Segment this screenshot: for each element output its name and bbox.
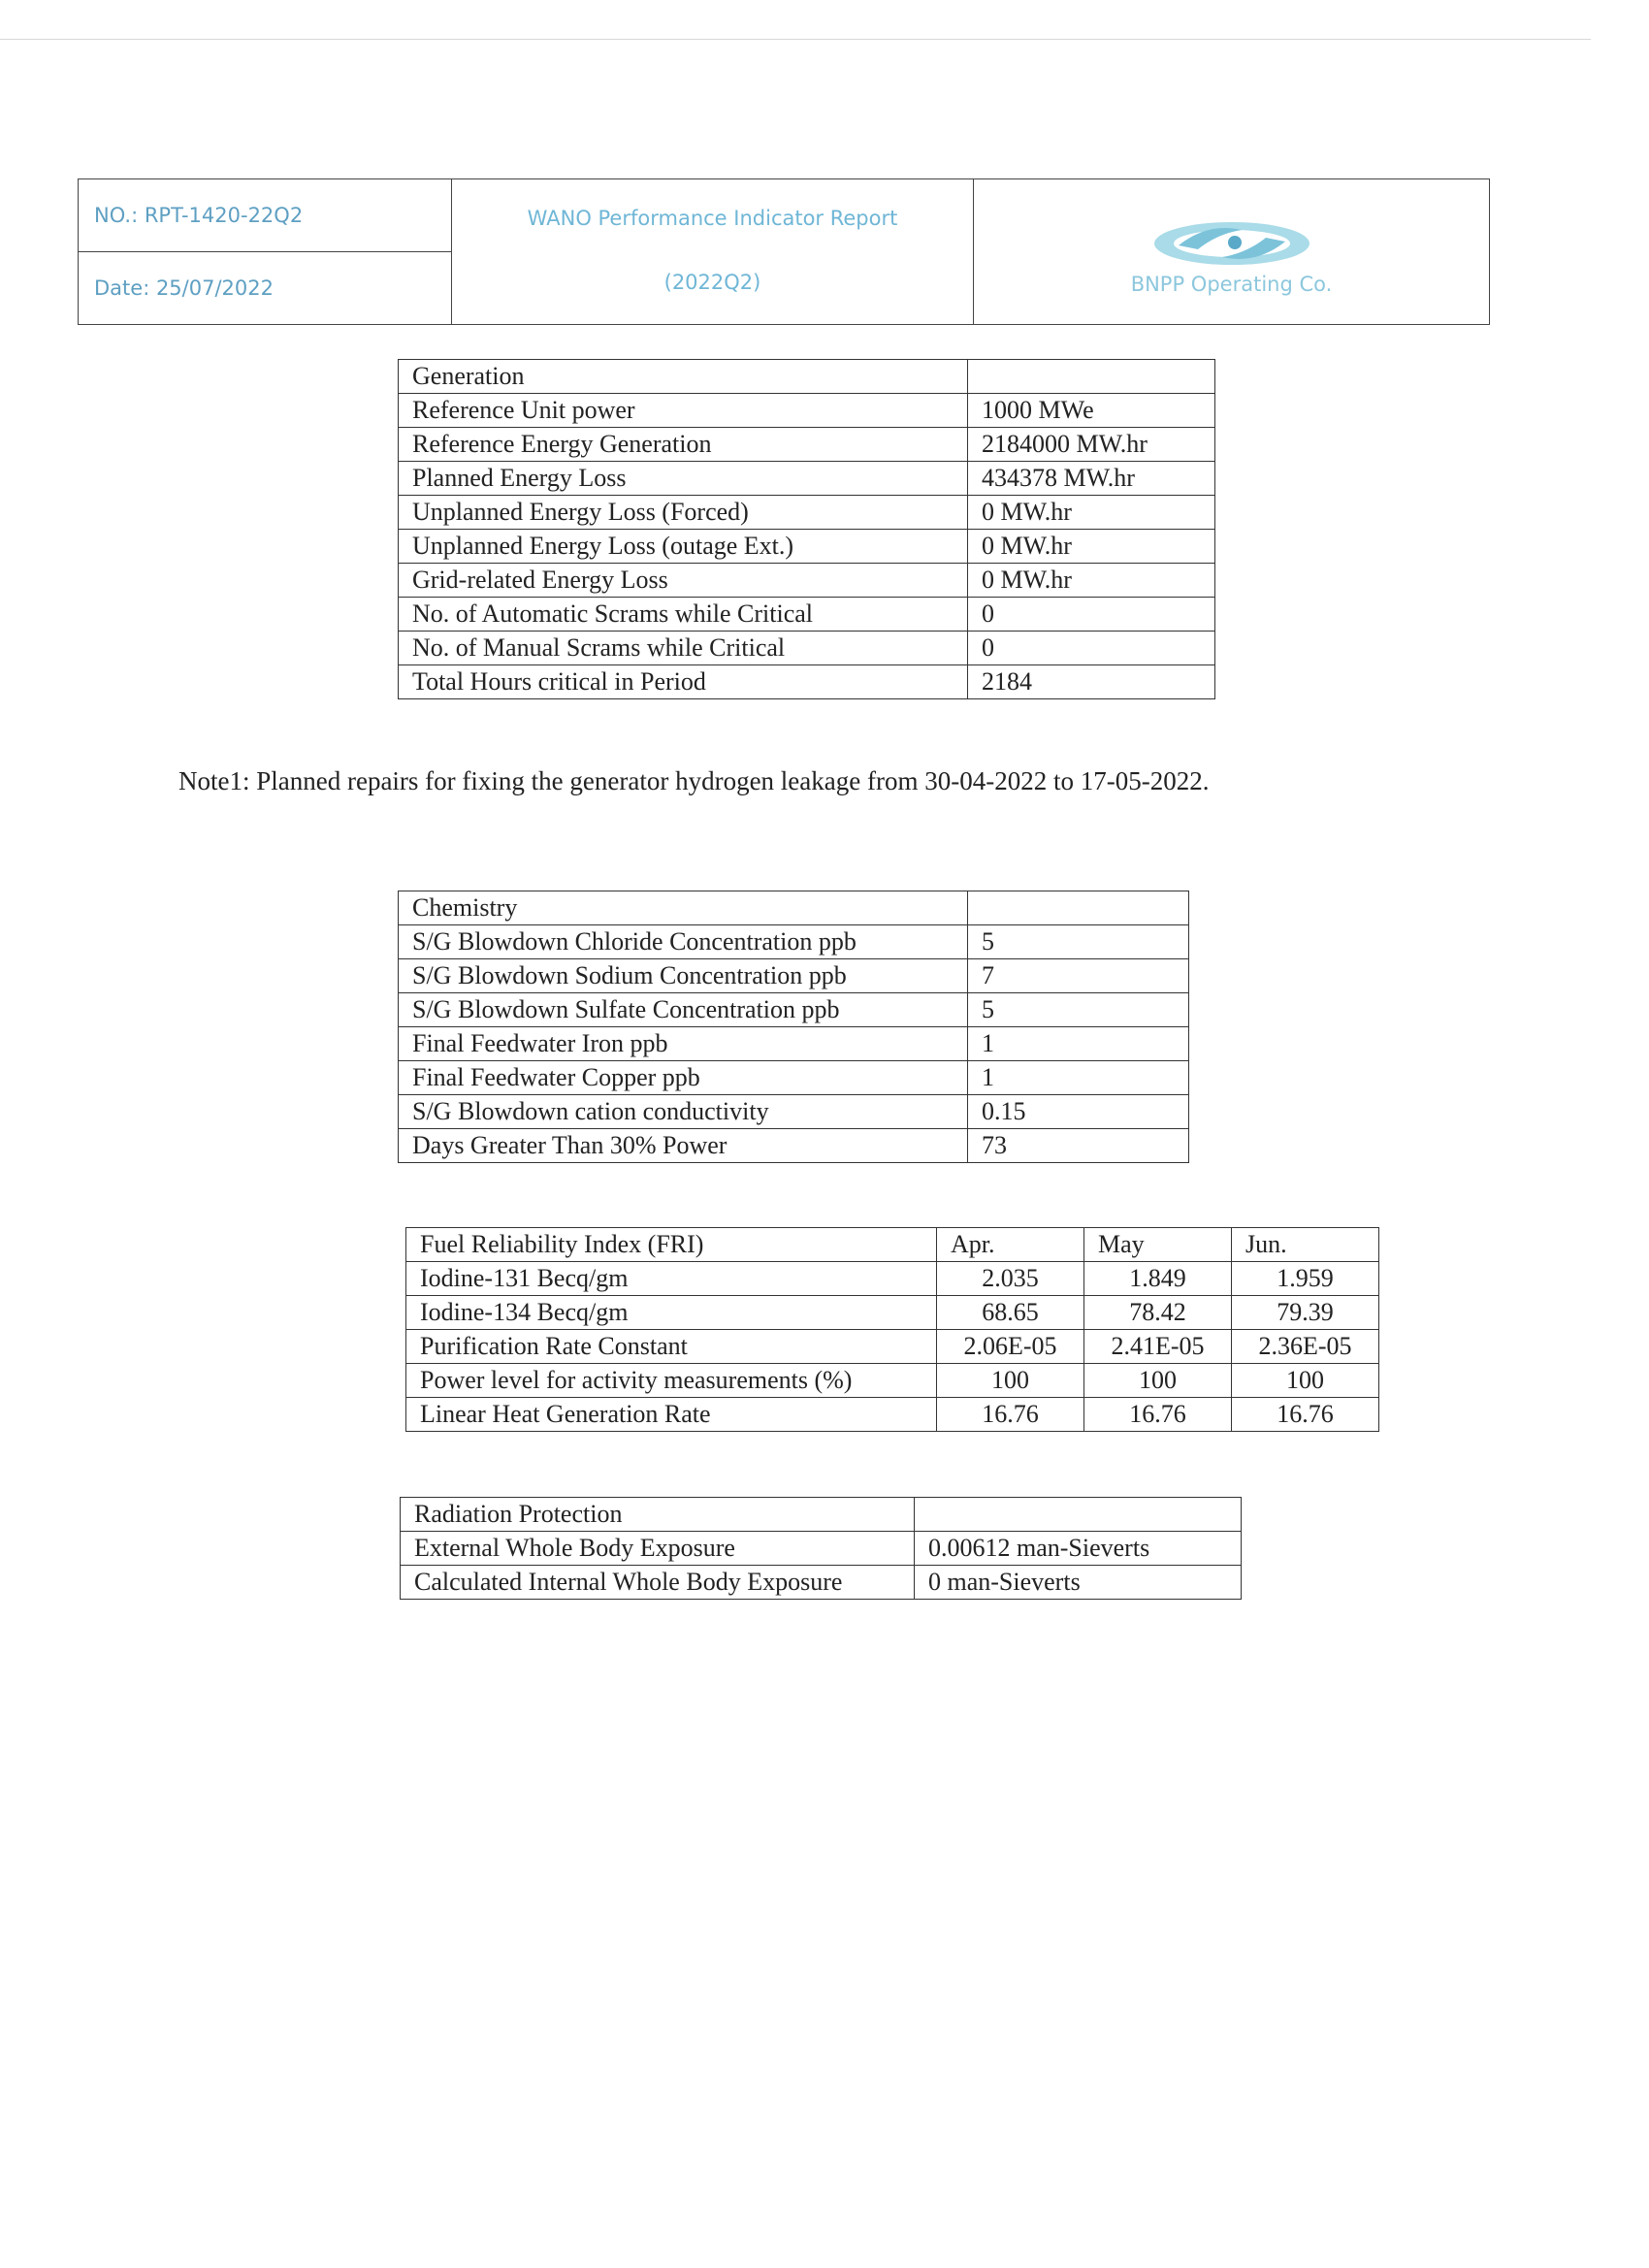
report-header (78, 178, 1490, 325)
table-row (399, 1061, 1189, 1095)
table-row (399, 564, 1215, 598)
table-row (399, 891, 1189, 925)
report-period: (2022Q2) (663, 270, 761, 294)
report-title: WANO Performance Indicator Report (527, 206, 898, 230)
row-value: 2.035 (937, 1262, 1084, 1296)
row-label: S/G Blowdown Sulfate Concentration ppb (399, 993, 968, 1027)
table-row (399, 1095, 1189, 1129)
table-row (399, 632, 1215, 665)
table-row (399, 496, 1215, 530)
chemistry-table (398, 891, 1189, 1163)
row-label: Final Feedwater Copper ppb (399, 1061, 968, 1095)
table-row (401, 1498, 1242, 1532)
row-label: Iodine-131 Becq/gm (406, 1262, 937, 1296)
radiation-title: Radiation Protection (401, 1498, 915, 1532)
fri-header-month: Jun. (1232, 1228, 1379, 1262)
row-value: 0.15 (968, 1095, 1189, 1129)
row-value: 79.39 (1232, 1296, 1379, 1330)
row-value: 0 (968, 632, 1215, 665)
row-value: 2184000 MW.hr (968, 428, 1215, 462)
table-row (399, 993, 1189, 1027)
table-row (401, 1532, 1242, 1566)
table-header-row (406, 1228, 1379, 1262)
row-label: Grid-related Energy Loss (399, 564, 968, 598)
table-row (399, 462, 1215, 496)
row-value: 2.36E-05 (1232, 1330, 1379, 1364)
row-value: 1.849 (1084, 1262, 1232, 1296)
table-row (399, 360, 1215, 394)
row-label: Unplanned Energy Loss (Forced) (399, 496, 968, 530)
table-row (406, 1296, 1379, 1330)
generation-table (398, 359, 1215, 699)
fuel-reliability-table (405, 1227, 1379, 1432)
company-cell (974, 179, 1490, 325)
table-row (399, 428, 1215, 462)
row-value: 1.959 (1232, 1262, 1379, 1296)
table-row (399, 1027, 1189, 1061)
table-row (399, 394, 1215, 428)
table-row (406, 1262, 1379, 1296)
row-value: 1 (968, 1061, 1189, 1095)
row-value: 16.76 (1232, 1398, 1379, 1432)
row-value: 68.65 (937, 1296, 1084, 1330)
row-value: 100 (1232, 1364, 1379, 1398)
radiation-protection-table (400, 1497, 1242, 1600)
table-cell (968, 891, 1189, 925)
row-label: Days Greater Than 30% Power (399, 1129, 968, 1163)
row-value: 0 (968, 598, 1215, 632)
table-row (399, 530, 1215, 564)
row-value: 2184 (968, 665, 1215, 699)
row-value: 1000 MWe (968, 394, 1215, 428)
row-label: S/G Blowdown Sodium Concentration ppb (399, 959, 968, 993)
document-number: NO.: RPT-1420-22Q2 (79, 179, 452, 252)
row-label: S/G Blowdown cation conductivity (399, 1095, 968, 1129)
row-value: 434378 MW.hr (968, 462, 1215, 496)
table-row (399, 959, 1189, 993)
table-row (401, 1566, 1242, 1600)
row-label: External Whole Body Exposure (401, 1532, 915, 1566)
note-1: Note1: Planned repairs for fixing the generator hydrogen leakage from 30-04-2022 to 17-05-2022. (178, 766, 1210, 795)
row-label: Unplanned Energy Loss (outage Ext.) (399, 530, 968, 564)
table-row (399, 665, 1215, 699)
chemistry-title: Chemistry (399, 891, 968, 925)
row-value: 78.42 (1084, 1296, 1232, 1330)
row-value: 16.76 (1084, 1398, 1232, 1432)
row-value: 0 MW.hr (968, 496, 1215, 530)
scan-edge-line (0, 39, 1591, 40)
table-row (406, 1330, 1379, 1364)
generation-title: Generation (399, 360, 968, 394)
row-label: Linear Heat Generation Rate (406, 1398, 937, 1432)
row-label: Total Hours critical in Period (399, 665, 968, 699)
row-label: No. of Manual Scrams while Critical (399, 632, 968, 665)
row-value: 0 MW.hr (968, 564, 1215, 598)
row-value: 5 (968, 925, 1189, 959)
table-row (399, 1129, 1189, 1163)
table-cell (968, 360, 1215, 394)
bnpp-logo-icon (1149, 216, 1314, 271)
table-row (399, 925, 1189, 959)
row-value: 100 (1084, 1364, 1232, 1398)
row-value: 5 (968, 993, 1189, 1027)
row-label: Calculated Internal Whole Body Exposure (401, 1566, 915, 1600)
row-value: 16.76 (937, 1398, 1084, 1432)
table-row (399, 598, 1215, 632)
fri-header-label: Fuel Reliability Index (FRI) (406, 1228, 937, 1262)
row-value: 2.41E-05 (1084, 1330, 1232, 1364)
row-value: 2.06E-05 (937, 1330, 1084, 1364)
row-value: 0 MW.hr (968, 530, 1215, 564)
row-value: 100 (937, 1364, 1084, 1398)
row-label: Purification Rate Constant (406, 1330, 937, 1364)
row-value: 73 (968, 1129, 1189, 1163)
table-row (406, 1364, 1379, 1398)
row-label: Iodine-134 Becq/gm (406, 1296, 937, 1330)
fri-header-month: May (1084, 1228, 1232, 1262)
row-value: 1 (968, 1027, 1189, 1061)
company-name: BNPP Operating Co. (1130, 272, 1333, 296)
report-date: Date: 25/07/2022 (79, 252, 452, 325)
row-label: Final Feedwater Iron ppb (399, 1027, 968, 1061)
row-label: Reference Energy Generation (399, 428, 968, 462)
row-value: 0 man-Sieverts (915, 1566, 1242, 1600)
table-cell (915, 1498, 1242, 1532)
row-label: Power level for activity measurements (%) (406, 1364, 937, 1398)
report-title-cell (452, 179, 974, 325)
table-row (406, 1398, 1379, 1432)
row-label: Planned Energy Loss (399, 462, 968, 496)
row-label: No. of Automatic Scrams while Critical (399, 598, 968, 632)
row-label: S/G Blowdown Chloride Concentration ppb (399, 925, 968, 959)
fri-header-month: Apr. (937, 1228, 1084, 1262)
row-label: Reference Unit power (399, 394, 968, 428)
row-value: 7 (968, 959, 1189, 993)
row-value: 0.00612 man-Sieverts (915, 1532, 1242, 1566)
